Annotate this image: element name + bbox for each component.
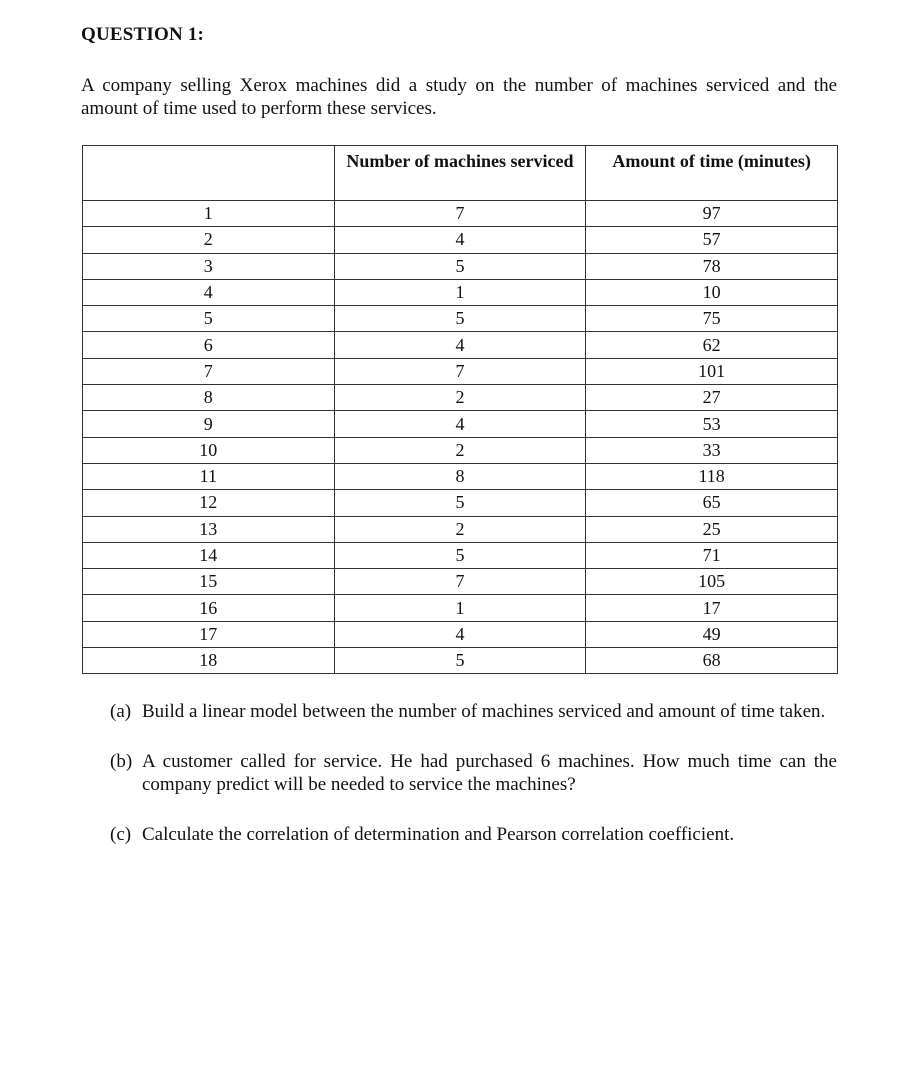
cell-index: 9: [83, 411, 335, 437]
cell-machines: 1: [334, 595, 586, 621]
cell-time: 78: [586, 253, 838, 279]
table-row: [83, 201, 838, 227]
cell-machines: 2: [334, 437, 586, 463]
cell-index: 16: [83, 595, 335, 621]
question-part-a: [110, 700, 837, 723]
cell-machines: 5: [334, 306, 586, 332]
cell-machines: 4: [334, 332, 586, 358]
table-row: [83, 385, 838, 411]
table-row: [83, 253, 838, 279]
table-row: [83, 595, 838, 621]
data-table: [82, 145, 838, 674]
cell-time: 10: [586, 279, 838, 305]
part-text: Build a linear model between the number of machines serviced and amount of time taken.: [142, 701, 826, 722]
cell-index: 6: [83, 332, 335, 358]
cell-machines: 7: [334, 358, 586, 384]
cell-machines: 2: [334, 516, 586, 542]
table-row: [83, 463, 838, 489]
table-row: [83, 358, 838, 384]
cell-machines: 7: [334, 569, 586, 595]
table-row: [83, 542, 838, 568]
cell-time: 27: [586, 385, 838, 411]
table-row: [83, 411, 838, 437]
table-row: [83, 569, 838, 595]
part-label: (a): [110, 701, 132, 722]
cell-machines: 4: [334, 411, 586, 437]
table-row: [83, 306, 838, 332]
table-row: [83, 437, 838, 463]
cell-time: 25: [586, 516, 838, 542]
question-parts: [110, 700, 837, 873]
cell-machines: 4: [334, 227, 586, 253]
header-time: Amount of time (minutes): [586, 146, 838, 201]
cell-machines: 4: [334, 621, 586, 647]
cell-machines: 2: [334, 385, 586, 411]
part-label: (b): [110, 751, 133, 772]
cell-index: 8: [83, 385, 335, 411]
cell-time: 49: [586, 621, 838, 647]
cell-index: 3: [83, 253, 335, 279]
cell-index: 15: [83, 569, 335, 595]
cell-time: 53: [586, 411, 838, 437]
cell-time: 33: [586, 437, 838, 463]
header-machines: Number of machines serviced: [334, 146, 586, 201]
question-part-b: [110, 750, 837, 796]
cell-machines: 5: [334, 648, 586, 674]
cell-time: 57: [586, 227, 838, 253]
table-row: [83, 648, 838, 674]
cell-index: 5: [83, 306, 335, 332]
table-row: [83, 227, 838, 253]
table-row: [83, 621, 838, 647]
cell-index: 12: [83, 490, 335, 516]
cell-machines: 5: [334, 490, 586, 516]
header-index: [83, 146, 335, 201]
cell-time: 97: [586, 201, 838, 227]
cell-time: 101: [586, 358, 838, 384]
question-heading: QUESTION 1:: [81, 24, 205, 45]
part-text: Calculate the correlation of determination and Pearson correlation coefficient.: [142, 824, 735, 845]
cell-index: 4: [83, 279, 335, 305]
table-row: [83, 279, 838, 305]
cell-time: 62: [586, 332, 838, 358]
cell-index: 1: [83, 201, 335, 227]
cell-time: 75: [586, 306, 838, 332]
question-part-c: [110, 823, 837, 846]
cell-index: 13: [83, 516, 335, 542]
table-row: [83, 516, 838, 542]
cell-time: 65: [586, 490, 838, 516]
cell-index: 10: [83, 437, 335, 463]
question-intro: A company selling Xerox machines did a study on the number of machines serviced and the amount of time used to perform these services.: [81, 75, 837, 119]
part-label: (c): [110, 824, 132, 845]
table-body: [83, 201, 838, 674]
cell-machines: 7: [334, 201, 586, 227]
cell-index: 2: [83, 227, 335, 253]
cell-index: 11: [83, 463, 335, 489]
cell-index: 7: [83, 358, 335, 384]
table-row: [83, 332, 838, 358]
cell-machines: 8: [334, 463, 586, 489]
cell-time: 118: [586, 463, 838, 489]
cell-machines: 5: [334, 253, 586, 279]
table-row: [83, 490, 838, 516]
part-text: A customer called for service. He had purchased 6 machines. How much time can the company predict will be needed to service the machines?: [142, 751, 837, 795]
table-header-row: [83, 146, 838, 201]
cell-index: 18: [83, 648, 335, 674]
cell-machines: 1: [334, 279, 586, 305]
cell-index: 17: [83, 621, 335, 647]
cell-time: 105: [586, 569, 838, 595]
cell-time: 68: [586, 648, 838, 674]
cell-machines: 5: [334, 542, 586, 568]
cell-time: 17: [586, 595, 838, 621]
cell-index: 14: [83, 542, 335, 568]
cell-time: 71: [586, 542, 838, 568]
